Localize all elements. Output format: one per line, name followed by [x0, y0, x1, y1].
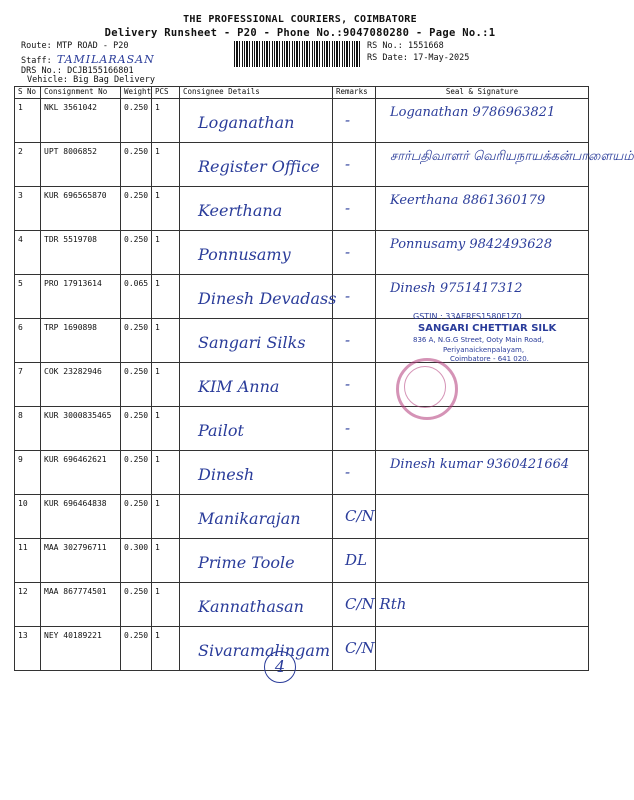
- row-remarks-cell: [333, 319, 376, 363]
- table-row: [15, 363, 589, 407]
- row-pcs-cell: 1: [152, 231, 180, 275]
- row-signature: Loganathan 9786963821: [390, 105, 556, 120]
- seal-gstin: GSTIN : 33AERFS1580F1Z0: [413, 312, 522, 321]
- row-remarks: -: [345, 331, 351, 349]
- runsheet-subtitle: Delivery Runsheet - P20 - Phone No.:9047080280 - Page No.:1: [104, 27, 496, 39]
- table-row: [15, 539, 589, 583]
- row-consignee: Ponnusamy: [198, 245, 291, 264]
- row-remarks: DL: [345, 551, 367, 569]
- table-row: [15, 143, 589, 187]
- row-sno-cell: 9: [15, 451, 41, 495]
- row-pcs-cell: 1: [152, 363, 180, 407]
- row-weight-cell: 0.250: [121, 231, 152, 275]
- row-sno-cell: 12: [15, 583, 41, 627]
- row-consignee: Dinesh: [198, 465, 255, 484]
- row-sno-cell: 7: [15, 363, 41, 407]
- row-consignment-no-cell: KUR 3000835465: [41, 407, 121, 451]
- row-consignment-no-cell: UPT 8006852: [41, 143, 121, 187]
- runsheet-table: [14, 86, 634, 671]
- row-remarks: -: [345, 243, 351, 261]
- table-row: [15, 495, 589, 539]
- seal-address-2: Periyanaickenpalayam,: [443, 346, 525, 354]
- row-consignee: Register Office: [198, 157, 320, 176]
- rs-no-label: RS No.:: [367, 41, 403, 51]
- row-consignment-no-cell: TDR 5519708: [41, 231, 121, 275]
- row-weight-cell: 0.250: [121, 143, 152, 187]
- row-consignee: Pailot: [198, 421, 244, 440]
- row-consignment-no-cell: NKL 3561042: [41, 99, 121, 143]
- row-consignment-no-cell: PRO 17913614: [41, 275, 121, 319]
- col-remarks: Remarks: [333, 87, 376, 99]
- row-consignee-cell: [180, 539, 333, 583]
- row-consignee-cell: [180, 319, 333, 363]
- row-remarks: C/N: [345, 507, 375, 525]
- row-signature: சார்பதிவாளர் வெரியநாயக்கன்பாளையம்: [390, 149, 634, 164]
- row-consignee-cell: [180, 275, 337, 319]
- row-sno-cell: 8: [15, 407, 41, 451]
- row-remarks-cell: [333, 363, 376, 407]
- row-consignee: Sangari Silks: [198, 333, 306, 352]
- barcode: [234, 41, 362, 67]
- row-pcs-cell: 1: [152, 319, 180, 363]
- row-weight-cell: 0.250: [121, 99, 152, 143]
- row-sno-cell: 11: [15, 539, 41, 583]
- seal-name: SANGARI CHETTIAR SILK: [418, 323, 557, 334]
- table-row: [15, 627, 589, 671]
- row-remarks-cell: [333, 627, 376, 671]
- row-remarks-cell: [333, 187, 376, 231]
- row-pcs-cell: 1: [152, 539, 180, 583]
- row-consignment-no-cell: KUR 696565870: [41, 187, 121, 231]
- row-consignee-cell: [180, 627, 333, 671]
- vehicle-label: Vehicle:: [27, 75, 68, 85]
- row-sno-cell: 4: [15, 231, 41, 275]
- vehicle-value: Big Bag Delivery: [73, 75, 155, 85]
- route-line: [21, 41, 129, 51]
- row-consignee-cell: [180, 451, 333, 495]
- col-consignment: Consignment No: [41, 87, 121, 99]
- row-remarks-cell: [333, 143, 376, 187]
- row-sno-cell: 2: [15, 143, 41, 187]
- row-consignee: Kannathasan: [198, 597, 304, 616]
- row-consignee-cell: [180, 143, 333, 187]
- seal-address-1: 836 A, N.G.G Street, Ooty Main Road,: [413, 336, 544, 344]
- row-remarks-cell: [333, 275, 376, 319]
- row-consignee-cell: [180, 583, 333, 627]
- row-consignment-no-cell: MAA 867774501: [41, 583, 121, 627]
- row-pcs-cell: 1: [152, 99, 180, 143]
- row-pcs-cell: 1: [152, 187, 180, 231]
- round-seal-inner-ring: [404, 366, 446, 408]
- row-signature-cell: [376, 495, 589, 539]
- row-consignee: Sivaramalingam: [198, 641, 331, 660]
- staff-value: TAMILARASAN: [56, 53, 155, 66]
- company-title: THE PROFESSIONAL COURIERS, COIMBATORE: [183, 14, 417, 25]
- row-consignee-cell: [180, 363, 333, 407]
- row-pcs-cell: 1: [152, 275, 180, 319]
- row-signature: Ponnusamy 9842493628: [390, 237, 553, 252]
- vehicle-line: [27, 75, 155, 85]
- route-label: Route:: [21, 41, 52, 51]
- row-remarks-cell: [333, 451, 376, 495]
- row-consignee: Keerthana: [198, 201, 283, 220]
- row-weight-cell: 0.250: [121, 495, 152, 539]
- row-remarks: -: [345, 463, 351, 481]
- row-consignee-cell: [180, 99, 333, 143]
- row-consignment-no-cell: MAA 302796711: [41, 539, 121, 583]
- table-row: [15, 451, 589, 495]
- row-signature-cell: [376, 539, 589, 583]
- drs-label: DRS No.:: [21, 66, 62, 76]
- row-weight-cell: 0.250: [121, 363, 152, 407]
- row-remarks: -: [345, 155, 351, 173]
- row-remarks: -: [345, 287, 351, 305]
- route-value: MTP ROAD - P20: [56, 41, 129, 51]
- row-remarks-cell: [333, 407, 376, 451]
- row-signature-cell: [376, 187, 589, 231]
- row-consignee: Dinesh Devadass: [198, 289, 337, 308]
- table-row: [15, 99, 589, 143]
- row-weight-cell: 0.250: [121, 187, 152, 231]
- row-consignment-no-cell: TRP 1690898: [41, 319, 121, 363]
- row-sno-cell: 1: [15, 99, 41, 143]
- row-remarks: C/N Rth: [345, 595, 407, 613]
- row-weight-cell: 0.250: [121, 627, 152, 671]
- row-remarks: -: [345, 375, 351, 393]
- row-weight-cell: 0.250: [121, 583, 152, 627]
- row-signature-cell: [376, 143, 634, 187]
- col-pcs: PCS: [152, 87, 180, 99]
- rs-date-line: [367, 53, 469, 63]
- col-sno: S No: [15, 87, 41, 99]
- row-weight-cell: 0.300: [121, 539, 152, 583]
- row-consignment-no-cell: KUR 696462621: [41, 451, 121, 495]
- row-pcs-cell: 1: [152, 495, 180, 539]
- row-pcs-cell: 1: [152, 407, 180, 451]
- table-row: [15, 187, 589, 231]
- staff-line: [21, 53, 155, 66]
- row-signature: Dinesh 9751417312: [390, 281, 523, 296]
- row-pcs-cell: 1: [152, 143, 180, 187]
- row-consignment-no-cell: KUR 696464838: [41, 495, 121, 539]
- row-consignment-no-cell: COK 23282946: [41, 363, 121, 407]
- table-header-row: [15, 87, 589, 99]
- rs-date-value: 17-May-2025: [413, 53, 470, 63]
- row-remarks: C/N: [345, 639, 375, 657]
- seal-address-3: Coimbatore - 641 020.: [450, 355, 529, 363]
- row-consignee-cell: [180, 187, 333, 231]
- row-signature: Keerthana 8861360179: [390, 193, 546, 208]
- table-row: [15, 583, 589, 627]
- row-signature: Dinesh kumar 9360421664: [390, 457, 570, 472]
- row-weight-cell: 0.250: [121, 319, 152, 363]
- row-weight-cell: 0.250: [121, 451, 152, 495]
- row-consignee: Loganathan: [198, 113, 295, 132]
- row-remarks-cell: [333, 231, 376, 275]
- row-signature-cell: [376, 451, 589, 495]
- row-signature-cell: [376, 627, 589, 671]
- row-consignee-cell: [180, 495, 333, 539]
- row-consignee: KIM Anna: [198, 377, 280, 396]
- row-remarks-cell: [333, 583, 407, 627]
- row-pcs-cell: 1: [152, 583, 180, 627]
- row-consignee: Manikarajan: [198, 509, 301, 528]
- row-sno-cell: 10: [15, 495, 41, 539]
- row-remarks: -: [345, 419, 351, 437]
- table-row: [15, 231, 589, 275]
- row-weight-cell: 0.065: [121, 275, 152, 319]
- row-signature-cell: [376, 583, 589, 627]
- row-consignee-cell: [180, 231, 333, 275]
- row-consignment-no-cell: NEY 40189221: [41, 627, 121, 671]
- col-weight: Weight: [121, 87, 152, 99]
- row-pcs-cell: 1: [152, 627, 180, 671]
- row-consignee: Prime Toole: [198, 553, 295, 572]
- table-row: [15, 407, 589, 451]
- row-weight-cell: 0.250: [121, 407, 152, 451]
- row-signature-cell: [376, 99, 589, 143]
- row-signature-cell: [376, 231, 589, 275]
- row-remarks-cell: [333, 495, 376, 539]
- rs-date-label: RS Date:: [367, 53, 408, 63]
- row-remarks: -: [345, 111, 351, 129]
- handwritten-page-mark: 4: [264, 651, 296, 683]
- row-remarks-cell: [333, 539, 376, 583]
- drs-value: DCJB155166801: [67, 66, 134, 76]
- rs-no-value: 1551668: [407, 41, 444, 51]
- row-sno-cell: 13: [15, 627, 41, 671]
- col-signature: Seal & Signature: [376, 87, 589, 99]
- row-pcs-cell: 1: [152, 451, 180, 495]
- staff-label: Staff:: [21, 56, 52, 66]
- rs-no-line: [367, 41, 444, 51]
- row-sno-cell: 6: [15, 319, 41, 363]
- row-sno-cell: 3: [15, 187, 41, 231]
- row-sno-cell: 5: [15, 275, 41, 319]
- row-remarks: -: [345, 199, 351, 217]
- row-remarks-cell: [333, 99, 376, 143]
- row-consignee-cell: [180, 407, 333, 451]
- col-consignee: Consignee Details: [180, 87, 333, 99]
